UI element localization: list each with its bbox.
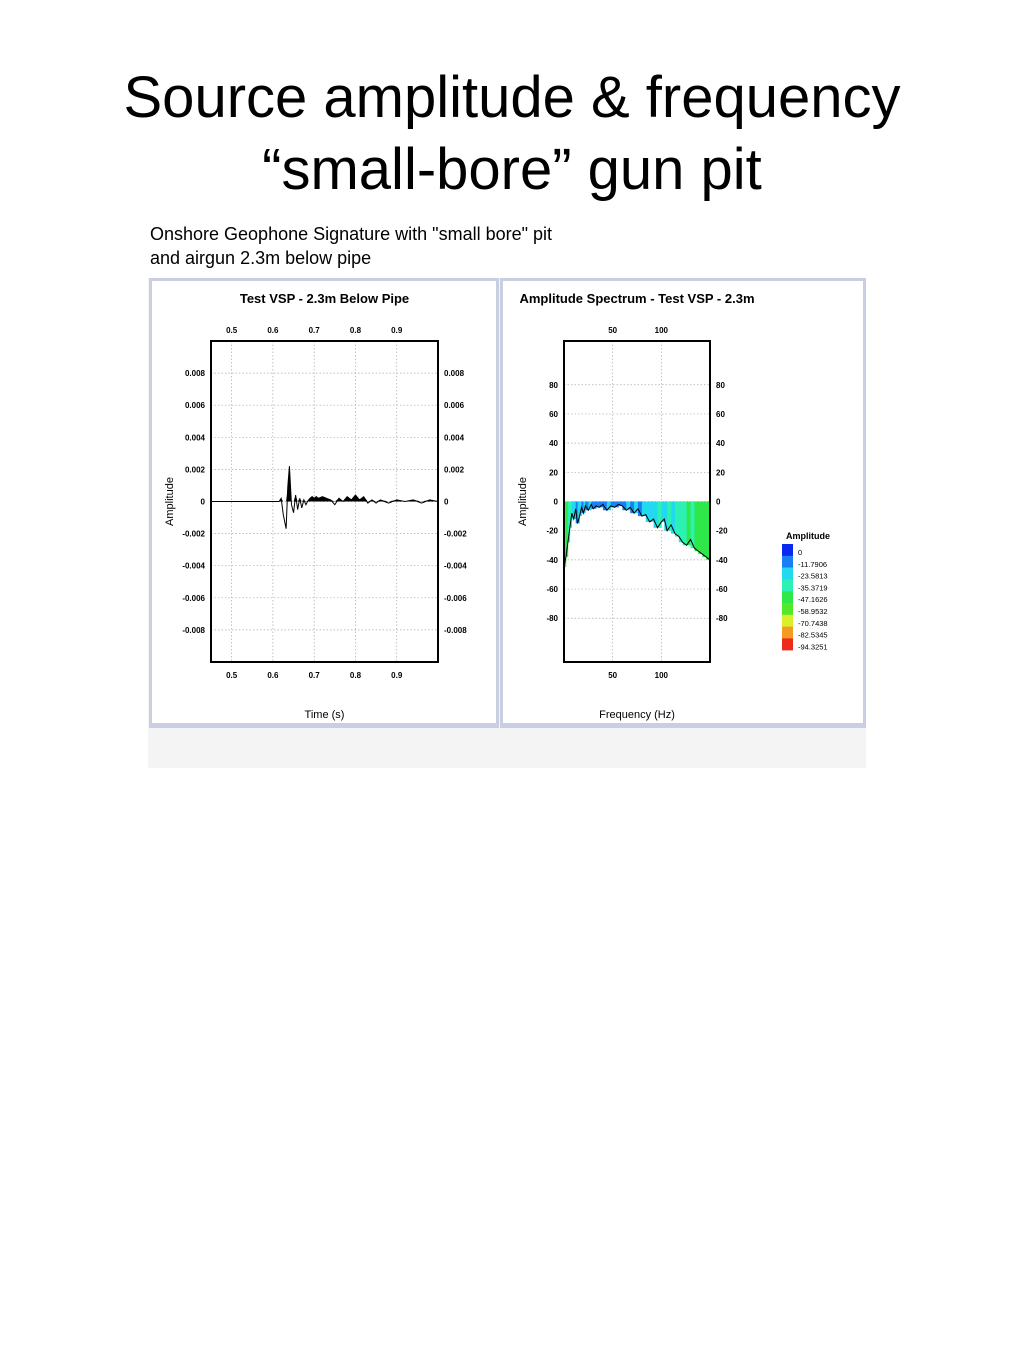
spectrum-band [679,502,683,543]
y-tick-label-right: 20 [716,468,725,478]
x-tick-label-top: 0.7 [308,326,320,335]
legend-label: -47.1626 [798,595,828,605]
x-tick-label-bottom: 0.5 [226,671,238,680]
chart-title: Amplitude Spectrum - Test VSP - 2.3m [519,291,755,306]
legend-swatch [782,603,793,615]
figure-caption [150,222,552,270]
y-tick-label-right: 0.008 [444,369,465,379]
x-tick-label-bottom: 0.9 [391,671,403,680]
chart-title: Test VSP - 2.3m Below Pipe [239,291,410,306]
y-tick-label-left: 20 [549,468,558,478]
y-tick-label-right: 40 [716,439,725,449]
y-tick-label-right: -20 [716,526,728,536]
y-tick-label-left: 0 [553,497,558,507]
spectrum-band [667,502,671,531]
x-tick-label-bottom: 0.7 [308,671,320,680]
figure-caption-line1: Onshore Geophone Signature with "small bore" pit [150,224,553,244]
y-axis-label: Amplitude [164,477,176,526]
x-tick-label-bottom: 100 [654,671,669,680]
spectrum-band [638,502,642,517]
y-tick-label-left: 0 [200,497,205,507]
x-axis-label: Time (s) [304,709,345,721]
y-tick-label-right: -0.004 [444,561,467,571]
legend-swatch [782,615,793,627]
y-tick-label-left: 60 [549,409,558,419]
x-tick-label-top: 50 [608,326,618,335]
x-tick-label-bottom: 50 [608,671,618,680]
y-tick-label-right: 0.006 [444,401,465,411]
y-tick-label-left: 0.002 [184,465,205,475]
spectrum-band [675,502,679,537]
legend-swatch [782,579,793,591]
y-tick-label-left: -0.002 [182,529,205,539]
legend-label: -23.5813 [798,571,828,581]
legend-title: Amplitude [786,531,830,541]
y-tick-label-left: 40 [549,439,558,449]
y-tick-label-right: -60 [716,585,728,595]
slide-title-line1: Source amplitude & frequency [123,65,901,130]
spectrum-chart [503,281,863,723]
legend-swatch [782,568,793,580]
y-tick-label-left: -80 [546,614,558,624]
y-tick-label-right: -80 [716,614,728,624]
legend-label: -58.9532 [798,607,828,616]
y-tick-label-right: 0.004 [444,433,465,443]
spectrum-band [694,502,698,552]
y-tick-label-left: 0.004 [184,433,205,443]
x-tick-label-top: 0.8 [349,326,362,335]
y-tick-label-left: -40 [546,555,558,565]
spectrum-band [687,502,691,546]
y-tick-label-right: 80 [716,380,725,390]
x-axis-label: Frequency (Hz) [599,709,675,721]
x-tick-label-bottom: 0.8 [349,671,362,680]
spectrum-band [683,502,687,546]
y-axis-label: Amplitude [517,477,529,526]
slide-title [0,62,1024,206]
spectrum-band [630,502,634,514]
y-tick-label-left: -20 [546,526,558,536]
legend-swatch [782,556,793,568]
y-tick-label-left: -0.006 [182,593,205,603]
legend-label: -11.7906 [798,559,828,569]
y-tick-label-right: -40 [716,555,728,565]
legend-swatch [782,544,793,556]
spectrum-band [698,502,702,555]
y-tick-label-right: 0 [444,497,449,507]
y-tick-label-left: -60 [546,585,558,595]
x-tick-label-top: 0.6 [267,326,279,335]
legend-swatch [782,638,793,650]
legend-swatch [782,591,793,603]
time-series-chart [152,281,496,723]
legend-label: 0 [798,548,803,557]
y-tick-label-right: -0.008 [444,625,467,635]
y-tick-label-left: 0.008 [184,369,205,379]
legend-label: -94.3251 [798,642,828,652]
legend-label: -70.7438 [798,618,828,628]
y-tick-label-right: -0.002 [444,529,467,539]
slide-title-line2: “small-bore” gun pit [262,137,762,202]
legend-label: -35.3719 [798,583,828,593]
y-tick-label-right: -0.006 [444,593,467,603]
y-tick-label-right: 0.002 [444,465,465,475]
legend-label: -82.5345 [798,630,828,640]
figure-caption-line2: and airgun 2.3m below pipe [150,248,372,268]
legend-swatch [782,627,793,639]
spectrum-band [702,502,706,557]
y-tick-label-left: -0.008 [182,625,205,635]
x-tick-label-top: 100 [654,326,669,335]
x-tick-label-bottom: 0.6 [267,671,279,680]
y-tick-label-left: -0.004 [182,561,205,571]
y-tick-label-right: 0 [716,497,721,507]
x-tick-label-top: 0.9 [391,326,403,335]
spectrum-band [642,502,646,517]
y-tick-label-left: 80 [549,380,558,390]
y-tick-label-right: 60 [716,409,725,419]
x-tick-label-top: 0.5 [226,326,238,335]
y-tick-label-left: 0.006 [184,401,205,411]
